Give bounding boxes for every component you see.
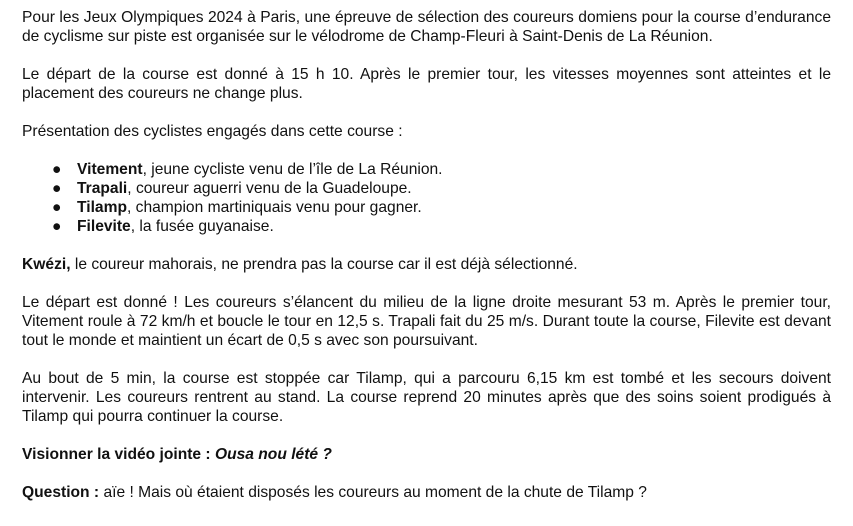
cyclist-description: , la fusée guyanaise. — [130, 218, 274, 235]
question-text: aïe ! Mais où étaient disposés les coureurs au moment de la chute de Tilamp ? — [99, 484, 647, 501]
intro-paragraph: Pour les Jeux Olympiques 2024 à Paris, une épreuve de sélection des coureurs domiens pour la course d’endurance de cyclisme sur piste est organisée sur le vélodrome de Champ-Fleuri à Saint-Denis de La Réunion. — [22, 9, 831, 45]
list-item — [52, 198, 831, 217]
cyclist-name: Trapali — [77, 180, 128, 197]
video-title: Ousa nou lété ? — [214, 446, 332, 463]
question-label: Question : — [22, 484, 100, 501]
cyclist-name: Tilamp — [77, 199, 127, 216]
cyclist-description: , jeune cycliste venu de l’île de La Réunion. — [142, 161, 443, 178]
kwezi-name: Kwézi, — [22, 256, 71, 273]
list-item — [52, 179, 831, 198]
cyclist-name: Vitement — [77, 161, 143, 178]
cyclist-description: , champion martiniquais venu pour gagner. — [126, 199, 422, 216]
question-paragraph — [22, 483, 831, 502]
video-label: Visionner la vidéo jointe : — [22, 446, 215, 463]
cyclist-description: , coureur aguerri venu de la Guadeloupe. — [127, 180, 412, 197]
bullet-icon: ● — [52, 161, 62, 178]
list-item — [52, 217, 831, 236]
bullet-icon: ● — [52, 180, 62, 197]
stop-info-paragraph: Au bout de 5 min, la course est stoppée car Tilamp, qui a parcouru 6,15 km est tombé et les secours doivent intervenir. Les coureurs rentrent au stand. La course reprend 20 minutes après que des soins soient prodigués à Tilamp qui pourra continuer la course. — [22, 370, 831, 425]
presentation-heading: Présentation des cyclistes engagés dans cette course : — [22, 123, 403, 140]
video-instruction — [22, 445, 831, 464]
start-info-paragraph: Le départ de la course est donné à 15 h 10. Après le premier tour, les vitesses moyennes sont atteintes et le placement des coureurs ne change plus. — [22, 66, 831, 102]
cyclist-list — [22, 160, 831, 236]
list-item — [52, 160, 831, 179]
bullet-icon: ● — [52, 218, 62, 235]
race-start-paragraph: Le départ est donné ! Les coureurs s’élancent du milieu de la ligne droite mesurant 53 m. Après le premier tour, Vitement roule à 72 km/h et boucle le tour en 12,5 s. Trapali fait du 25 m/s. Durant toute la course, Filevite est devant tout le monde et maintient un écart de 0,5 s avec son poursuivant. — [22, 294, 831, 349]
bullet-icon: ● — [52, 199, 62, 216]
kwezi-text: le coureur mahorais, ne prendra pas la course car il est déjà sélectionné. — [70, 256, 578, 273]
kwezi-paragraph — [22, 255, 831, 274]
cyclist-name: Filevite — [77, 218, 131, 235]
